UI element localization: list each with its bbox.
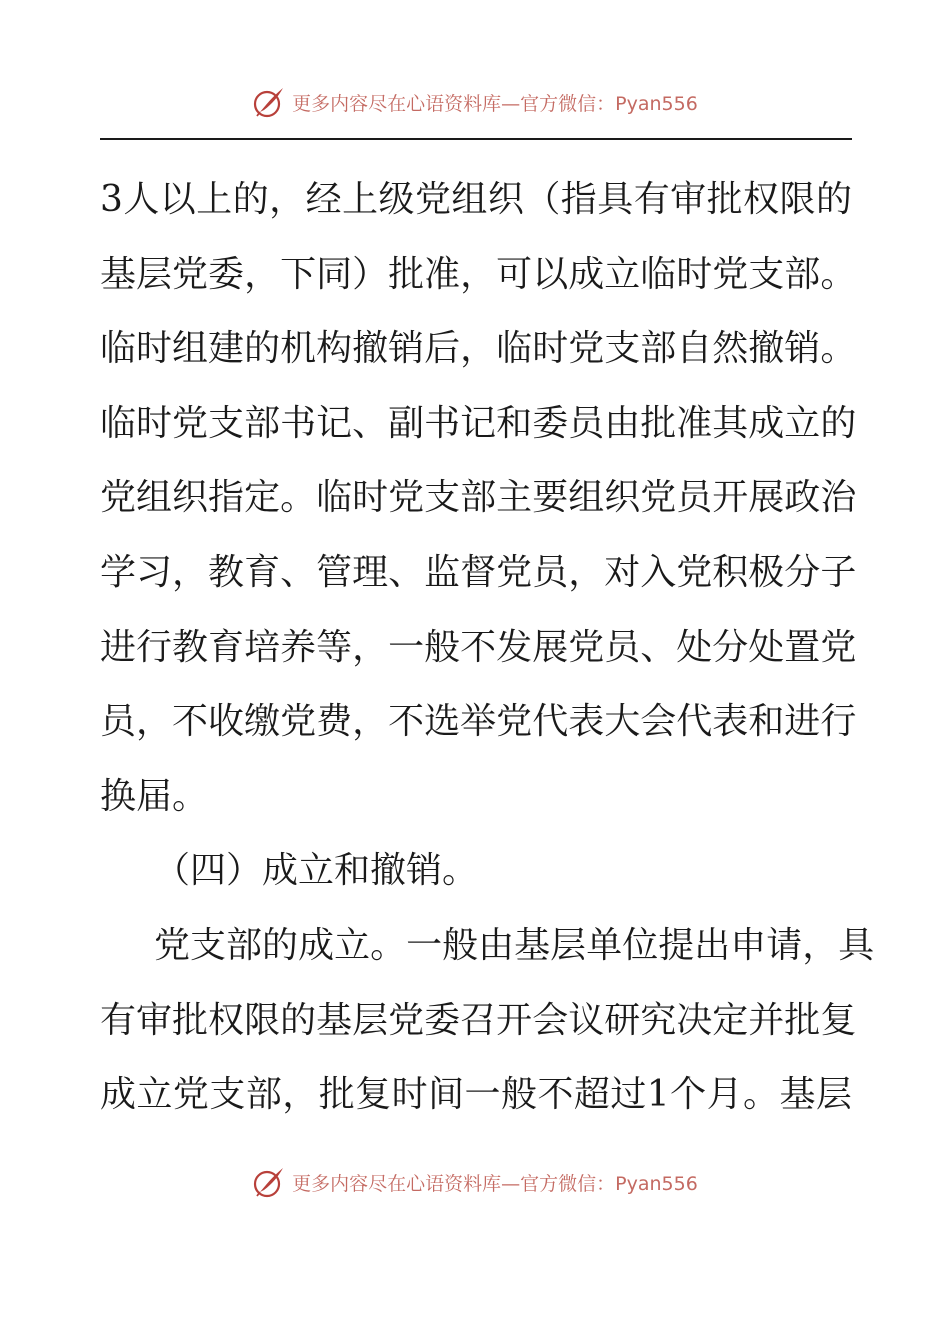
text-line: 党 组 织 指 定 。 临 时 党 支 部 主 要 组 织 党 员 开 展 政 治: [100, 477, 857, 519]
text-line: 学 习 ， 教 育 、 管 理 、 监 督 党 员 ， 对 入 党 积 极 分 子: [100, 551, 857, 593]
header-banner: [0, 82, 950, 122]
header-rule: [100, 138, 852, 140]
text-line: 基 层 党 委 ， 下 同 ） 批 准 ， 可 以 成 立 临 时 党 支 部 。: [100, 253, 857, 295]
text-line: 员 ， 不 收 缴 党 费 ， 不 选 举 党 代 表 大 会 代 表 和 进 行: [100, 701, 857, 743]
footer-banner-text: [292, 1169, 698, 1196]
header-banner-text: [292, 89, 698, 116]
document-body: [100, 163, 875, 1133]
text-line: 进 行 教 育 培 养 等 ， 一 般 不 发 展 党 员 、 处 分 处 置 党: [100, 626, 857, 668]
text-line: 党 支 部 的 成 立 。 一 般 由 基 层 单 位 提 出 申 请 ， 具: [154, 924, 875, 966]
header-banner-cn: 更多内容尽在心语资料库—官方微信：: [292, 92, 616, 115]
text-line: 临 时 党 支 部 书 记 、 副 书 记 和 委 员 由 批 准 其 成 立 的: [100, 402, 857, 444]
section-heading: （四）成立和撤销。: [154, 850, 479, 892]
text-line: 有 审 批 权 限 的 基 层 党 委 召 开 会 议 研 究 决 定 并 批 复: [100, 999, 857, 1041]
quill-pen-icon: [252, 1165, 286, 1199]
text-line: 3 人 以 上 的 ， 经 上 级 党 组 织 （ 指 具 有 审 批 权 限 的: [100, 179, 852, 220]
text-line: 换届。: [100, 775, 209, 817]
text-line: 成 立 党 支 部 ， 批 复 时 间 一 般 不 超 过 1 个 月 。 基 层: [100, 1074, 852, 1116]
footer-banner: [0, 1162, 950, 1202]
footer-banner-wechat-id: Pyan556: [615, 1172, 698, 1195]
footer-banner-cn: 更多内容尽在心语资料库—官方微信：: [292, 1172, 616, 1195]
header-banner-wechat-id: Pyan556: [615, 92, 698, 115]
quill-pen-icon: [252, 85, 286, 119]
text-line: 临 时 组 建 的 机 构 撤 销 后 ， 临 时 党 支 部 自 然 撤 销 。: [100, 328, 857, 370]
